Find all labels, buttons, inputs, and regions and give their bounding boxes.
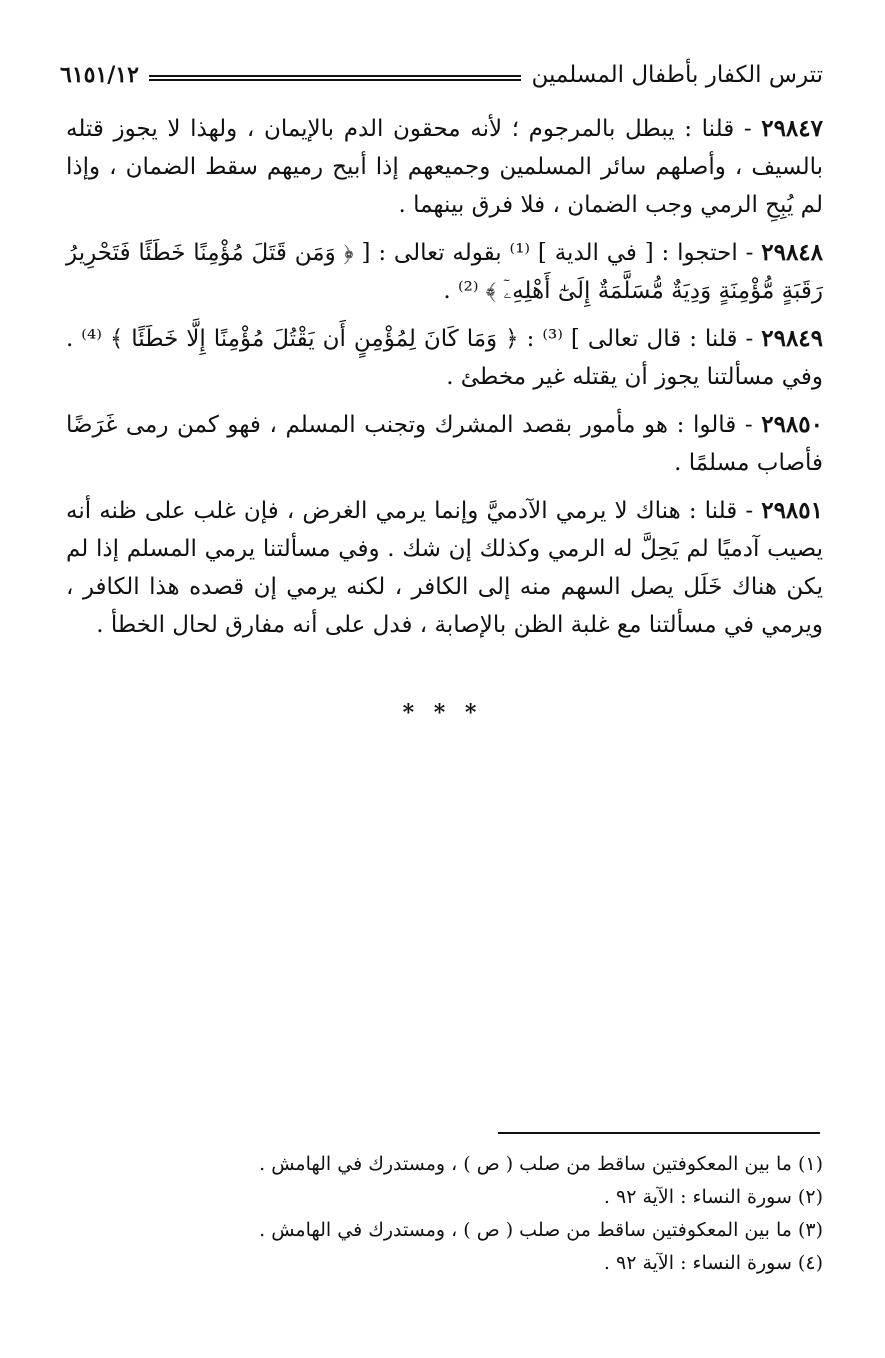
paragraph-text: - قلنا : هناك لا يرمي الآدميَّ وإنما يرمي الغرض ، فإن غلب على ظنه أنه يصيب آدميًا لم يَحِلَّ له الرمي وكذلك إن شك . وفي مسألتنا يرمي المسلم إذا لم يكن هناك خَلَل يصل السهم منه إلى الكافر ، لكنه يرمي إن قصده هذا الكافر ، ويرمي في مسألتنا مع غلبة الظن بالإصابة ، فدل على أنه مفارق لحال الخطأ . bbox=[66, 498, 823, 638]
section-separator: * * * bbox=[402, 700, 483, 726]
paragraph bbox=[66, 320, 823, 396]
footnote-rule bbox=[498, 1132, 820, 1134]
paragraph-number: ٢٩٨٤٨ bbox=[761, 239, 824, 266]
paragraph bbox=[66, 492, 823, 644]
footnotes bbox=[200, 1148, 823, 1280]
footnote: (٣) ما بين المعكوفتين ساقط من صلب ( ص ) ، ومستدرك في الهامش . bbox=[259, 1219, 823, 1241]
paragraph-text: - احتجوا : [ في الدية ] ⁽¹⁾ بقوله تعالى : [ ﴿ وَمَن قَتَلَ مُؤْمِنًا خَطَئًا فَتَحْرِيرُ رَقَبَةٍ مُّؤْمِنَةٍ وَدِيَةٌ مُّسَلَّمَةٌ إِلَىٰٓ أَهْلِهِۦٓ ﴾ ⁽²⁾ . bbox=[66, 240, 823, 304]
paragraph-text: - قالوا : هو مأمور بقصد المشرك وتجنب المسلم ، فهو كمن رمى غَرَضًا فأصاب مسلمًا . bbox=[66, 412, 823, 476]
paragraph-number: ٢٩٨٥١ bbox=[761, 497, 823, 524]
page-number: ٦١٥١/١٢ bbox=[60, 62, 139, 88]
paragraph-text: - قلنا : قال تعالى ] ⁽³⁾ : ﴿ وَمَا كَانَ لِمُؤْمِنٍ أَن يَقْتُلَ مُؤْمِنًا إِلَّا خَطَئًا ﴾ ⁽⁴⁾ . وفي مسألتنا يجوز أن يقتله غير مخطئ . bbox=[66, 326, 823, 390]
paragraph-number: ٢٩٨٤٧ bbox=[761, 115, 823, 142]
paragraph-number: ٢٩٨٤٩ bbox=[761, 325, 824, 352]
header-rule bbox=[149, 75, 522, 81]
paragraph bbox=[66, 234, 823, 310]
paragraph-number: ٢٩٨٥٠ bbox=[761, 411, 823, 438]
footnote: (١) ما بين المعكوفتين ساقط من صلب ( ص ) ، ومستدرك في الهامش . bbox=[259, 1153, 823, 1175]
paragraph bbox=[66, 110, 823, 224]
footnote: (٤) سورة النساء : الآية ٩٢ . bbox=[603, 1252, 823, 1274]
paragraph-text: - قلنا : يبطل بالمرجوم ؛ لأنه محقون الدم بالإيمان ، ولهذا لا يجوز قتله بالسيف ، وأصلهم سائر المسلمين وجميعهم إذا أبيح رميهم سقط الضمان ، وإذا لم يُبِحِ الرمي وجب الضمان ، فلا فرق بينهما . bbox=[66, 116, 823, 218]
paragraph bbox=[66, 406, 823, 482]
footnote: (٢) سورة النساء : الآية ٩٢ . bbox=[603, 1186, 823, 1208]
running-title: تترس الكفار بأطفال المسلمين bbox=[531, 62, 823, 88]
page-header bbox=[60, 58, 823, 92]
main-text bbox=[66, 110, 823, 654]
